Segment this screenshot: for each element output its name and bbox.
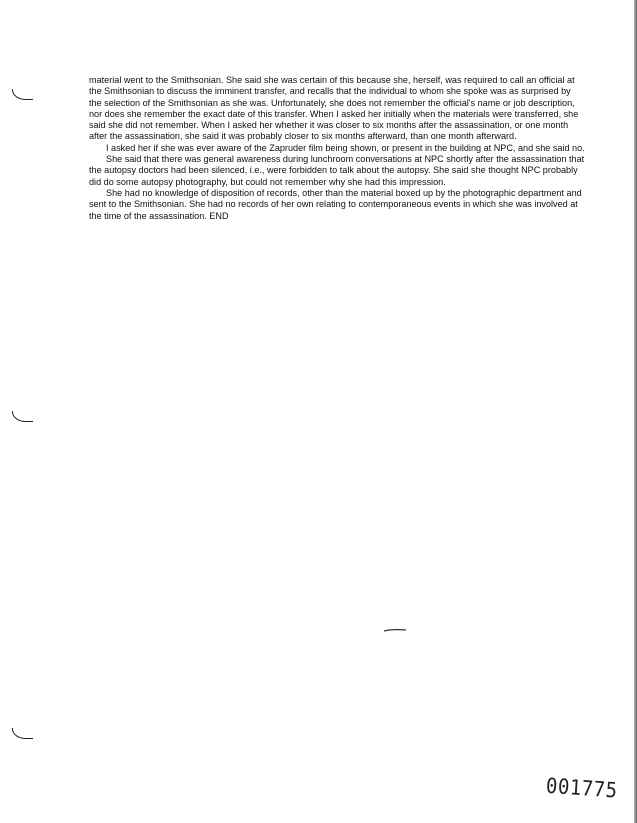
paragraph-smithsonian-transfer: material went to the Smithsonian. She said she was certain of this because she, herself, was required to call an official at the Smithsonian to discuss the imminent transfer, and recalls that the individual to whom she spoke was as surprised by the selection of the Smithsonian as she was. Unfortunately, she does not remember the official's name or job description, nor does she remember the exact date of this transfer. When I asked her initially when the materials were transferred, she said she did not remember. When I asked her whether it was closer to six months after the assassination, or one month after the assassination, she said it was probably closer to six months afterward, than one month afterward. (89, 75, 579, 142)
paragraph-autopsy-doctors: She said that there was general awareness during lunchroom conversations at NPC shortly after the assassination that the autopsy doctors had been silenced, i.e., were forbidden to talk about the autopsy. She said she thought NPC probably did do some autopsy photography, but could not remember why she had this impression. (89, 154, 585, 187)
page-number-stamp: 001775 (545, 773, 619, 804)
paragraph-disposition-of-records: She had no knowledge of disposition of records, other than the material boxed up by the photographic department and sent to the Smithsonian. She had no records of her own relating to contemporaneous events in which she was involved at the time of the assassination. END (89, 187, 582, 221)
document-body (89, 75, 585, 222)
paragraph-zapruder-film: I asked her if she was ever aware of the Zapruder film being shown, or present in the building at NPC, and she said no. (106, 142, 585, 153)
stray-ink-mark (383, 628, 407, 632)
binder-hole-mark-top (12, 89, 33, 100)
binder-hole-mark-bottom (12, 728, 33, 739)
binder-hole-mark-middle (12, 411, 33, 422)
